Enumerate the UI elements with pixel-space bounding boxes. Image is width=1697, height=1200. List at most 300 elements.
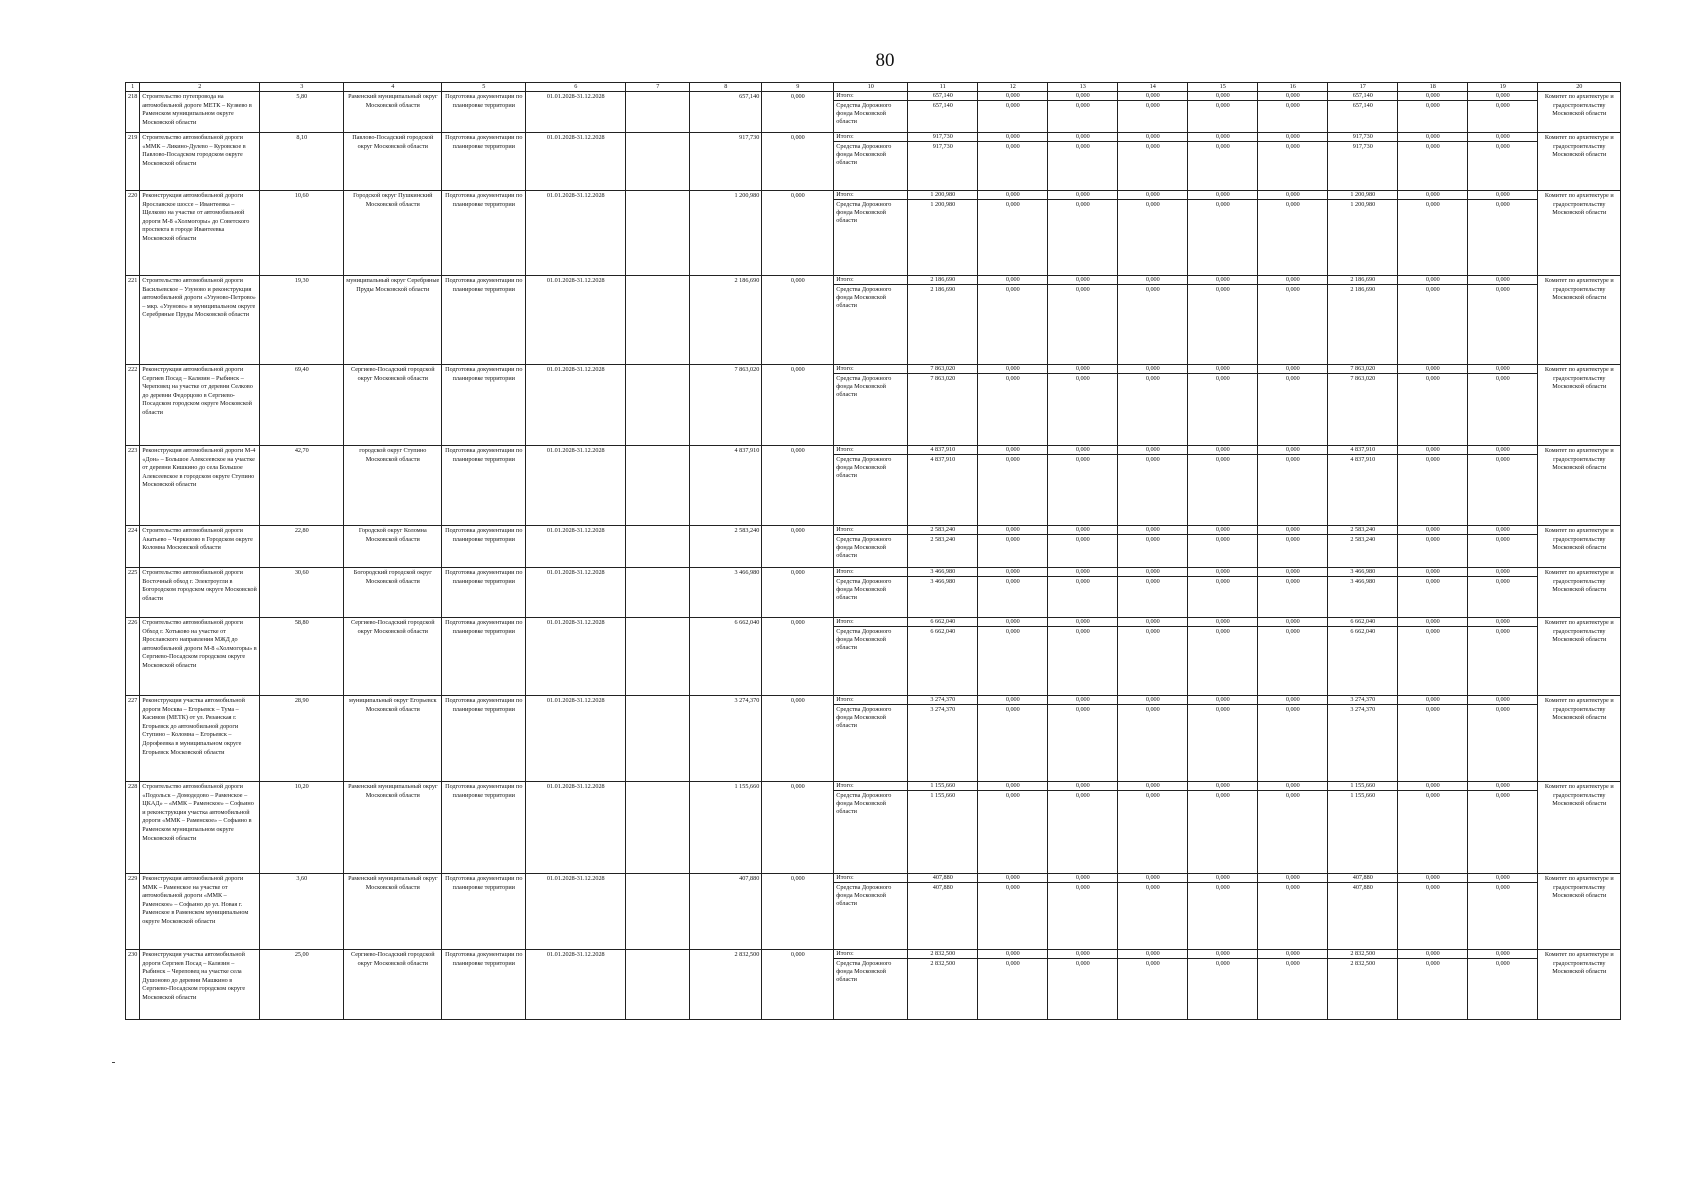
amount-cell-14	[1118, 446, 1188, 526]
amount-total: 917,730	[1328, 133, 1397, 142]
object-name-cell: Строительство автомобильной дороги Обход г. Хотьково на участке от Ярославского направления МЖД до автомобильной дороги М-8 «Холмогоры» в Сергиево-Посадском городском округе Московской области	[140, 618, 260, 696]
amount-source: 2 832,500	[1350, 960, 1376, 967]
amount-source: 0,000	[1145, 706, 1160, 713]
page-number: 80	[875, 50, 895, 71]
amount-cell-12	[978, 92, 1048, 133]
amount-cell-19	[1468, 782, 1538, 874]
row-number-cell: 228	[126, 782, 140, 874]
period-cell: 01.01.2028-31.12.2028	[526, 568, 626, 618]
length-cell: 10,20	[260, 782, 344, 874]
amount-total: 1 155,660	[1328, 782, 1397, 791]
amount-source: 7 863,020	[930, 375, 956, 382]
amount-source: 0,000	[1495, 884, 1510, 891]
period-cell: 01.01.2028-31.12.2028	[526, 446, 626, 526]
amount-cell-13	[1048, 950, 1118, 1020]
responsible-cell: Комитет по архитектуре и градостроительству Московской области	[1538, 782, 1621, 874]
amount-total: 407,880	[908, 874, 977, 883]
location-cell: муниципальный округ Серебряные Пруды Московской области	[344, 276, 442, 365]
financing-total-label: Итого:	[834, 133, 907, 142]
amount-total: 0,000	[1048, 696, 1117, 705]
responsible-cell: Комитет по архитектуре и градостроительству Московской области	[1538, 874, 1621, 950]
amount-total: 3 466,980	[1328, 568, 1397, 577]
financing-total-label: Итого:	[834, 696, 907, 705]
amount-cell-11	[908, 133, 978, 191]
amount-source: 0,000	[1425, 456, 1440, 463]
amount-cell-14	[1118, 191, 1188, 276]
amount-source: 0,000	[1075, 628, 1090, 635]
amount-source: 0,000	[1215, 960, 1230, 967]
amount-cell-13	[1048, 191, 1118, 276]
amount-source: 0,000	[1075, 792, 1090, 799]
amount-total: 0,000	[1398, 446, 1467, 455]
financing-source-cell	[834, 950, 908, 1020]
amount-total: 0,000	[1118, 696, 1187, 705]
amount-source: 2 832,500	[930, 960, 956, 967]
column-number-3: 3	[260, 83, 344, 92]
column-7-cell	[626, 874, 690, 950]
amount-cell-16	[1258, 446, 1328, 526]
amount-cell-11	[908, 568, 978, 618]
amount-total: 0,000	[1118, 526, 1187, 535]
cost-cell: 407,880	[690, 874, 762, 950]
column-number-row	[126, 83, 1621, 92]
amount-total: 2 583,240	[908, 526, 977, 535]
amount-total: 0,000	[1468, 133, 1537, 142]
amount-total: 0,000	[1468, 446, 1537, 455]
amount-source: 0,000	[1005, 578, 1020, 585]
amount-total: 1 155,660	[908, 782, 977, 791]
amount-total: 0,000	[1468, 276, 1537, 285]
amount-cell-15	[1188, 92, 1258, 133]
financing-source-label: Средства Дорожного фонда Московской области	[836, 456, 892, 479]
amount-cell-16	[1258, 133, 1328, 191]
amount-source: 0,000	[1215, 578, 1230, 585]
amount-source: 0,000	[1495, 456, 1510, 463]
location-cell: Раменский муниципальный округ Московской области	[344, 92, 442, 133]
amount-source: 0,000	[1075, 102, 1090, 109]
amount-cell-17	[1328, 365, 1398, 446]
length-cell: 69,40	[260, 365, 344, 446]
amount-cell-14	[1118, 92, 1188, 133]
amount-source: 0,000	[1215, 536, 1230, 543]
stage-cell: Подготовка документации по планировке территории	[442, 276, 526, 365]
amount-source: 0,000	[1075, 456, 1090, 463]
amount-source: 0,000	[1075, 884, 1090, 891]
amount-cell-15	[1188, 618, 1258, 696]
amount-total: 0,000	[1468, 568, 1537, 577]
period-cell: 01.01.2028-31.12.2028	[526, 874, 626, 950]
amount-total: 0,000	[1118, 618, 1187, 627]
length-cell: 5,80	[260, 92, 344, 133]
column-number-18: 18	[1398, 83, 1468, 92]
amount-source: 2 583,240	[1350, 536, 1376, 543]
amount-total: 657,140	[908, 92, 977, 101]
responsible-cell: Комитет по архитектуре и градостроительству Московской области	[1538, 526, 1621, 568]
amount-source: 0,000	[1495, 628, 1510, 635]
amount-cell-14	[1118, 568, 1188, 618]
amount-source: 0,000	[1005, 456, 1020, 463]
financing-source-label: Средства Дорожного фонда Московской области	[836, 960, 892, 983]
financing-source-label: Средства Дорожного фонда Московской области	[836, 628, 892, 651]
amount-total: 0,000	[1118, 950, 1187, 959]
object-name-cell: Строительство автомобильной дороги Восточный обход г. Электроугли в Богородском городском округе Московской области	[140, 568, 260, 618]
cost-cell: 3 274,370	[690, 696, 762, 782]
amount-source: 0,000	[1425, 375, 1440, 382]
amount-source: 0,000	[1005, 102, 1020, 109]
amount-cell-13	[1048, 365, 1118, 446]
amount-total: 0,000	[1118, 92, 1187, 101]
amount-total: 0,000	[1398, 950, 1467, 959]
amount-cell-16	[1258, 191, 1328, 276]
financing-source-cell	[834, 568, 908, 618]
object-name-cell: Реконструкция автомобильной дороги Ярославское шоссе – Ивантеевка – Щелково на участке от автомобильной дороги М-8 «Холмогоры» до Советского проспекта в городе Ивантеевка Московской области	[140, 191, 260, 276]
table-row	[126, 133, 1621, 191]
column-9-cell: 0,000	[762, 782, 834, 874]
financing-source-cell	[834, 782, 908, 874]
amount-source: 0,000	[1285, 628, 1300, 635]
amount-source: 6 662,040	[1350, 628, 1376, 635]
amount-source: 0,000	[1145, 628, 1160, 635]
amount-cell-14	[1118, 950, 1188, 1020]
amount-cell-11	[908, 191, 978, 276]
amount-cell-12	[978, 133, 1048, 191]
amount-source: 0,000	[1285, 578, 1300, 585]
amount-source: 0,000	[1425, 578, 1440, 585]
stage-cell: Подготовка документации по планировке территории	[442, 92, 526, 133]
row-number-cell: 224	[126, 526, 140, 568]
amount-source: 4 837,910	[930, 456, 956, 463]
column-7-cell	[626, 446, 690, 526]
amount-cell-15	[1188, 446, 1258, 526]
amount-cell-14	[1118, 526, 1188, 568]
amount-cell-16	[1258, 874, 1328, 950]
period-cell: 01.01.2028-31.12.2028	[526, 92, 626, 133]
cost-cell: 1 155,660	[690, 782, 762, 874]
amount-total: 0,000	[1258, 874, 1327, 883]
amount-source: 0,000	[1145, 456, 1160, 463]
amount-cell-19	[1468, 618, 1538, 696]
amount-source: 1 155,660	[930, 792, 956, 799]
financing-source-cell	[834, 365, 908, 446]
amount-cell-17	[1328, 446, 1398, 526]
object-name-cell: Строительство путепровода на автомобильной дороге МЕТК – Кузяево в Раменском муниципальном округе Московской области	[140, 92, 260, 133]
amount-source: 0,000	[1215, 286, 1230, 293]
financing-total-label: Итого:	[834, 276, 907, 285]
amount-total: 0,000	[1188, 276, 1257, 285]
amount-total: 0,000	[978, 874, 1047, 883]
amount-source: 0,000	[1005, 536, 1020, 543]
amount-total: 0,000	[1188, 568, 1257, 577]
amount-total: 0,000	[978, 191, 1047, 200]
responsible-cell: Комитет по архитектуре и градостроительству Московской области	[1538, 365, 1621, 446]
amount-source: 3 466,980	[1350, 578, 1376, 585]
stage-cell: Подготовка документации по планировке территории	[442, 526, 526, 568]
amount-total: 0,000	[978, 276, 1047, 285]
amount-source: 407,880	[1352, 884, 1373, 891]
amount-total: 0,000	[1258, 568, 1327, 577]
amount-source: 0,000	[1075, 578, 1090, 585]
amount-cell-14	[1118, 133, 1188, 191]
column-number-8: 8	[690, 83, 762, 92]
period-cell: 01.01.2028-31.12.2028	[526, 276, 626, 365]
object-name-cell: Реконструкция участка автомобильной дороги Сергиев Посад – Калязин – Рыбинск – Череповец на участке села Душоново до деревни Машкино в Сергиево-Посадском городском округе Московской области	[140, 950, 260, 1020]
stage-cell: Подготовка документации по планировке территории	[442, 446, 526, 526]
table-row	[126, 446, 1621, 526]
amount-total: 4 837,910	[908, 446, 977, 455]
amount-source: 3 274,370	[930, 706, 956, 713]
amount-source: 0,000	[1215, 706, 1230, 713]
amount-cell-18	[1398, 446, 1468, 526]
row-number-cell: 226	[126, 618, 140, 696]
amount-source: 0,000	[1005, 792, 1020, 799]
table-row	[126, 92, 1621, 133]
amount-cell-15	[1188, 365, 1258, 446]
amount-source: 0,000	[1425, 792, 1440, 799]
amount-total: 0,000	[1188, 696, 1257, 705]
cost-cell: 2 186,690	[690, 276, 762, 365]
amount-total: 0,000	[1258, 696, 1327, 705]
amount-total: 3 466,980	[908, 568, 977, 577]
financing-source-cell	[834, 92, 908, 133]
amount-cell-16	[1258, 618, 1328, 696]
amount-source: 0,000	[1075, 201, 1090, 208]
amount-total: 0,000	[1048, 526, 1117, 535]
amount-total: 0,000	[1468, 782, 1537, 791]
amount-total: 0,000	[1048, 568, 1117, 577]
amount-source: 657,140	[932, 102, 953, 109]
amount-total: 0,000	[1258, 92, 1327, 101]
amount-cell-18	[1398, 365, 1468, 446]
amount-cell-11	[908, 696, 978, 782]
amount-source: 0,000	[1005, 960, 1020, 967]
amount-source: 0,000	[1215, 628, 1230, 635]
location-cell: Сергиево-Посадский городской округ Московской области	[344, 365, 442, 446]
amount-total: 0,000	[1118, 874, 1187, 883]
amount-total: 0,000	[1118, 191, 1187, 200]
amount-total: 657,140	[1328, 92, 1397, 101]
amount-total: 7 863,020	[908, 365, 977, 374]
amount-cell-15	[1188, 782, 1258, 874]
amount-source: 0,000	[1285, 286, 1300, 293]
cost-cell: 1 200,980	[690, 191, 762, 276]
financing-source-label: Средства Дорожного фонда Московской области	[836, 286, 892, 309]
period-cell: 01.01.2028-31.12.2028	[526, 950, 626, 1020]
amount-cell-13	[1048, 526, 1118, 568]
amount-total: 0,000	[1258, 276, 1327, 285]
amount-cell-18	[1398, 782, 1468, 874]
amount-source: 0,000	[1285, 706, 1300, 713]
amount-source: 0,000	[1285, 792, 1300, 799]
amount-total: 0,000	[1048, 92, 1117, 101]
responsible-cell: Комитет по архитектуре и градостроительству Московской области	[1538, 696, 1621, 782]
program-table	[125, 82, 1621, 1020]
stage-cell: Подготовка документации по планировке территории	[442, 568, 526, 618]
amount-cell-19	[1468, 446, 1538, 526]
amount-total: 0,000	[1468, 696, 1537, 705]
amount-cell-11	[908, 950, 978, 1020]
responsible-cell: Комитет по архитектуре и градостроительству Московской области	[1538, 191, 1621, 276]
table-row	[126, 696, 1621, 782]
column-9-cell: 0,000	[762, 526, 834, 568]
column-7-cell	[626, 618, 690, 696]
amount-total: 0,000	[1258, 618, 1327, 627]
amount-cell-19	[1468, 276, 1538, 365]
amount-source: 0,000	[1215, 102, 1230, 109]
amount-cell-11	[908, 526, 978, 568]
amount-cell-15	[1188, 526, 1258, 568]
amount-total: 0,000	[1048, 365, 1117, 374]
column-number-9: 9	[762, 83, 834, 92]
amount-source: 0,000	[1145, 375, 1160, 382]
amount-cell-19	[1468, 950, 1538, 1020]
cost-cell: 3 466,980	[690, 568, 762, 618]
location-cell: Богородский городской округ Московской области	[344, 568, 442, 618]
column-7-cell	[626, 133, 690, 191]
amount-cell-17	[1328, 133, 1398, 191]
financing-source-label: Средства Дорожного фонда Московской области	[836, 375, 892, 398]
amount-total: 1 200,980	[908, 191, 977, 200]
amount-cell-11	[908, 92, 978, 133]
amount-cell-19	[1468, 874, 1538, 950]
amount-total: 0,000	[1468, 92, 1537, 101]
margin-mark	[112, 1062, 115, 1063]
amount-cell-16	[1258, 782, 1328, 874]
amount-source: 4 837,910	[1350, 456, 1376, 463]
amount-total: 0,000	[1398, 568, 1467, 577]
column-number-15: 15	[1188, 83, 1258, 92]
amount-total: 0,000	[978, 568, 1047, 577]
amount-source: 1 155,660	[1350, 792, 1376, 799]
amount-source: 0,000	[1495, 102, 1510, 109]
table-row	[126, 618, 1621, 696]
column-number-17: 17	[1328, 83, 1398, 92]
amount-total: 0,000	[1468, 365, 1537, 374]
amount-cell-13	[1048, 92, 1118, 133]
amount-cell-18	[1398, 92, 1468, 133]
amount-total: 0,000	[1258, 526, 1327, 535]
stage-cell: Подготовка документации по планировке территории	[442, 950, 526, 1020]
length-cell: 22,80	[260, 526, 344, 568]
table-row	[126, 365, 1621, 446]
amount-source: 0,000	[1495, 201, 1510, 208]
amount-total: 0,000	[1398, 782, 1467, 791]
amount-cell-12	[978, 191, 1048, 276]
amount-cell-17	[1328, 191, 1398, 276]
object-name-cell: Строительство автомобильной дороги «ММК – Ликино-Дулево – Куровское в Павлово-Посадском городском округе Московской области	[140, 133, 260, 191]
amount-source: 0,000	[1145, 792, 1160, 799]
location-cell: Сергиево-Посадский городской округ Московской области	[344, 950, 442, 1020]
financing-source-label: Средства Дорожного фонда Московской области	[836, 201, 892, 224]
amount-total: 0,000	[1398, 276, 1467, 285]
row-number-cell: 219	[126, 133, 140, 191]
financing-source-label: Средства Дорожного фонда Московской области	[836, 536, 892, 559]
amount-cell-11	[908, 276, 978, 365]
financing-total-label: Итого:	[834, 446, 907, 455]
column-number-6: 6	[526, 83, 626, 92]
amount-cell-12	[978, 446, 1048, 526]
amount-total: 0,000	[1118, 782, 1187, 791]
period-cell: 01.01.2028-31.12.2028	[526, 526, 626, 568]
column-number-20: 20	[1538, 83, 1621, 92]
amount-total: 0,000	[1118, 446, 1187, 455]
amount-total: 6 662,040	[908, 618, 977, 627]
amount-source: 0,000	[1075, 286, 1090, 293]
financing-total-label: Итого:	[834, 365, 907, 374]
amount-total: 2 832,500	[1328, 950, 1397, 959]
amount-total: 0,000	[1258, 950, 1327, 959]
amount-source: 0,000	[1215, 143, 1230, 150]
row-number-cell: 230	[126, 950, 140, 1020]
amount-cell-17	[1328, 782, 1398, 874]
amount-total: 0,000	[1398, 133, 1467, 142]
amount-cell-13	[1048, 782, 1118, 874]
object-name-cell: Реконструкция участка автомобильной дороги Москва – Егорьевск – Тума – Касимов (МЕТК) от ул. Рязанская г. Егорьевск до автомобильной дороги Ступино – Коломна – Егорьевск – Дорофеевка в муниципальном округе Егорьевск Московской области	[140, 696, 260, 782]
column-9-cell: 0,000	[762, 874, 834, 950]
location-cell: Павлово-Посадский городской округ Московской области	[344, 133, 442, 191]
period-cell: 01.01.2028-31.12.2028	[526, 191, 626, 276]
amount-cell-11	[908, 782, 978, 874]
financing-source-cell	[834, 618, 908, 696]
responsible-cell: Комитет по архитектуре и градостроительству Московской области	[1538, 950, 1621, 1020]
amount-cell-15	[1188, 568, 1258, 618]
amount-source: 0,000	[1145, 201, 1160, 208]
amount-cell-16	[1258, 92, 1328, 133]
amount-source: 0,000	[1145, 578, 1160, 585]
amount-total: 0,000	[978, 696, 1047, 705]
financing-source-cell	[834, 696, 908, 782]
column-9-cell: 0,000	[762, 191, 834, 276]
amount-total: 0,000	[978, 526, 1047, 535]
amount-source: 0,000	[1285, 375, 1300, 382]
amount-source: 0,000	[1005, 706, 1020, 713]
row-number-cell: 221	[126, 276, 140, 365]
column-9-cell: 0,000	[762, 365, 834, 446]
amount-total: 0,000	[1398, 92, 1467, 101]
column-number-7: 7	[626, 83, 690, 92]
amount-source: 0,000	[1005, 143, 1020, 150]
amount-source: 2 186,690	[1350, 286, 1376, 293]
object-name-cell: Реконструкция автомобильной дороги Сергиев Посад – Калязин – Рыбинск – Череповец на участке от деревни Селково до деревни Федорцово в Сергиево-Посадском городском округе Московской области	[140, 365, 260, 446]
financing-total-label: Итого:	[834, 874, 907, 883]
amount-source: 0,000	[1145, 884, 1160, 891]
period-cell: 01.01.2028-31.12.2028	[526, 696, 626, 782]
amount-cell-17	[1328, 92, 1398, 133]
amount-total: 0,000	[1188, 365, 1257, 374]
amount-total: 3 274,370	[908, 696, 977, 705]
cost-cell: 4 837,910	[690, 446, 762, 526]
amount-source: 0,000	[1425, 536, 1440, 543]
length-cell: 8,10	[260, 133, 344, 191]
amount-cell-12	[978, 950, 1048, 1020]
amount-total: 0,000	[1188, 133, 1257, 142]
financing-source-label: Средства Дорожного фонда Московской области	[836, 706, 892, 729]
amount-cell-12	[978, 782, 1048, 874]
column-9-cell: 0,000	[762, 92, 834, 133]
amount-total: 917,730	[908, 133, 977, 142]
amount-source: 0,000	[1285, 884, 1300, 891]
amount-total: 0,000	[1118, 365, 1187, 374]
object-name-cell: Реконструкция автомобильной дороги М-4 «Дон» – Большое Алексеевское на участке от деревни Кишкино до села Большое Алексеевское в городском округе Ступино Московской области	[140, 446, 260, 526]
amount-total: 0,000	[1258, 133, 1327, 142]
amount-source: 0,000	[1005, 286, 1020, 293]
amount-cell-15	[1188, 696, 1258, 782]
amount-source: 407,880	[932, 884, 953, 891]
financing-total-label: Итого:	[834, 568, 907, 577]
column-7-cell	[626, 782, 690, 874]
amount-cell-13	[1048, 568, 1118, 618]
column-7-cell	[626, 568, 690, 618]
stage-cell: Подготовка документации по планировке территории	[442, 191, 526, 276]
